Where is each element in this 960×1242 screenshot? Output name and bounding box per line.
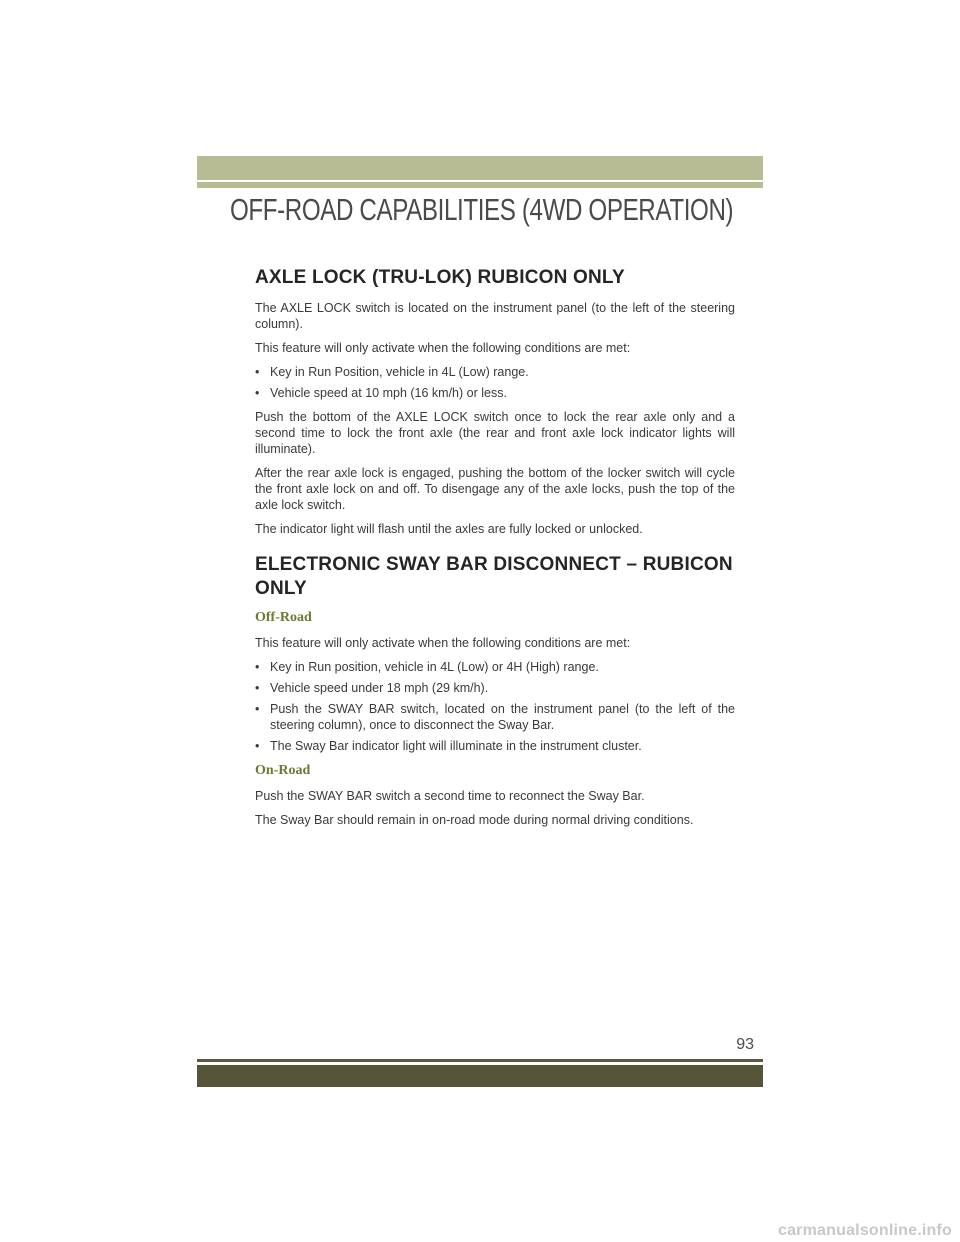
bullet-icon: •: [255, 386, 260, 400]
bullet-icon: •: [255, 681, 260, 695]
axle-lock-paragraph: The AXLE LOCK switch is located on the instrument panel (to the left of the steering column).: [255, 301, 735, 331]
footer-band: [197, 1065, 763, 1087]
axle-lock-heading: AXLE LOCK (TRU-LOK) RUBICON ONLY: [255, 267, 625, 288]
off-road-intro: This feature will only activate when the following conditions are met:: [255, 636, 631, 650]
bullet-icon: •: [255, 365, 260, 379]
axle-lock-conditions-intro: This feature will only activate when the following conditions are met:: [255, 341, 631, 355]
page-number: 93: [736, 1036, 754, 1053]
axle-lock-paragraph: Push the bottom of the AXLE LOCK switch once to lock the rear axle only and a second time to lock the front axle (the rear and front axle lock indicator lights will illuminate).: [255, 410, 735, 456]
off-road-subheading: Off-Road: [255, 610, 312, 625]
list-item: • Key in Run position, vehicle in 4L (Low) or 4H (High) range.: [255, 660, 599, 674]
on-road-subheading: On-Road: [255, 763, 311, 778]
header-rule: [197, 182, 763, 188]
sway-bar-heading: ELECTRONIC SWAY BAR DISCONNECT – RUBICON ONLY: [255, 554, 733, 599]
list-item: • Vehicle speed under 18 mph (29 km/h).: [255, 681, 489, 695]
bullet-icon: •: [255, 702, 260, 716]
on-road-paragraph: Push the SWAY BAR switch a second time to reconnect the Sway Bar.: [255, 789, 645, 803]
list-item: • Key in Run Position, vehicle in 4L (Low) range.: [255, 365, 529, 379]
header-band: [197, 156, 763, 180]
off-road-conditions-list: [255, 659, 735, 754]
watermark-text: carmanualsonline.info: [777, 1222, 952, 1239]
axle-lock-paragraph: The indicator light will flash until the axles are fully locked or unlocked.: [255, 522, 643, 536]
axle-lock-conditions-list: [255, 364, 735, 401]
axle-lock-paragraph: After the rear axle lock is engaged, pushing the bottom of the locker switch will cycle the front axle lock on and off. To disengage any of the axle locks, push the top of the axle lock switch.: [255, 466, 735, 512]
list-item: • Vehicle speed at 10 mph (16 km/h) or less.: [255, 386, 507, 400]
page-content: [255, 266, 735, 836]
bullet-icon: •: [255, 660, 260, 674]
list-item: • The Sway Bar indicator light will illuminate in the instrument cluster.: [255, 739, 642, 753]
on-road-paragraph: The Sway Bar should remain in on-road mode during normal driving conditions.: [255, 813, 694, 827]
bullet-icon: •: [255, 739, 260, 753]
list-item: • Push the SWAY BAR switch, located on the instrument panel (to the left of the steering column), once to disconnect the Sway Bar.: [255, 702, 735, 732]
footer-rule: [197, 1059, 763, 1062]
chapter-title: OFF-ROAD CAPABILITIES (4WD OPERATION): [229, 192, 733, 227]
